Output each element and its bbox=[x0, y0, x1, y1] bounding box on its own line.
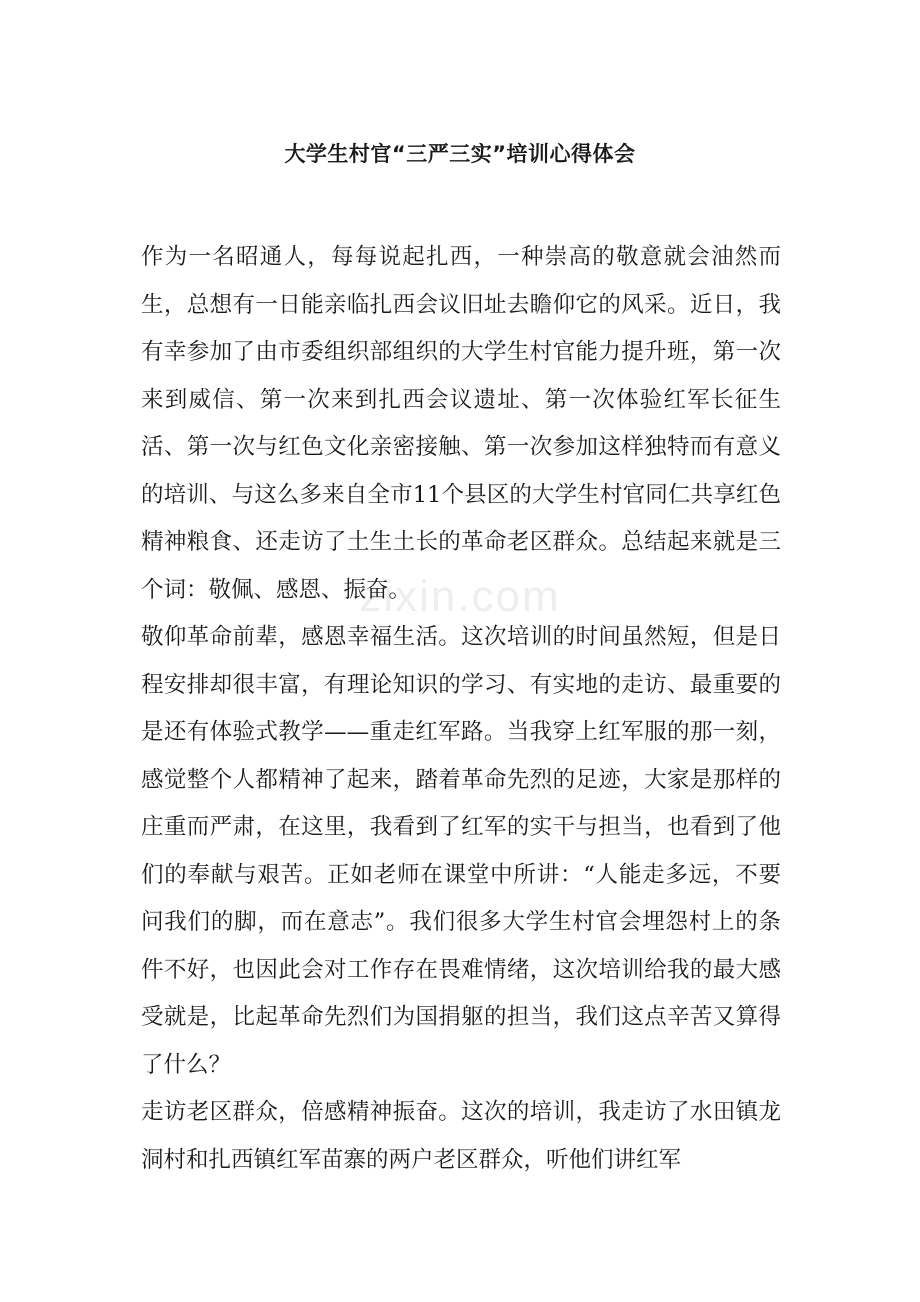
document-body bbox=[141, 234, 781, 1184]
document-title: 大学生村官“三严三实”培训心得体会 bbox=[284, 142, 636, 166]
watermark: zixin.com bbox=[359, 572, 561, 621]
paragraph: 敬仰革命前辈，感恩幸福生活。这次培训的时间虽然短，但是日程安排却很丰富，有理论知识的学习、有实地的走访、最重要的是还有体验式教学——重走红军路。当我穿上红军服的那一刻，感觉整个人都精神了起来，踏着革命先烈的足迹，大家是那样的庄重而严肃，在这里，我看到了红军的实干与担当，也看到了他们的奉献与艰苦。正如老师在课堂中所讲：“人能走多远，不要问我们的脚，而在意志”。我们很多大学生村官会埋怨村上的条件不好，也因此会对工作存在畏难情绪，这次培训给我的最大感受就是，比起革命先烈们为国捐躯的担当，我们这点辛苦又算得了什么？ bbox=[141, 624, 781, 1078]
paragraph: 走访老区群众，倍感精神振奋。这次的培训，我走访了水田镇龙洞村和扎西镇红军苗寨的两户老区群众，听他们讲红军 bbox=[141, 1099, 781, 1173]
paragraph: 作为一名昭通人，每每说起扎西，一种崇高的敬意就会油然而生，总想有一日能亲临扎西会议旧址去瞻仰它的风采。近日，我有幸参加了由市委组织部组织的大学生村官能力提升班，第一次来到威信、第一次来到扎西会议遗址、第一次体验红军长征生活、第一次与红色文化亲密接触、第一次参加这样独特而有意义的培训、与这么多来自全市11个县区的大学生村官同仁共享红色精神粮食、还走访了土生土长的革命老区群众。总结起来就是三个词：敬佩、感恩、振奋。 bbox=[141, 244, 781, 603]
